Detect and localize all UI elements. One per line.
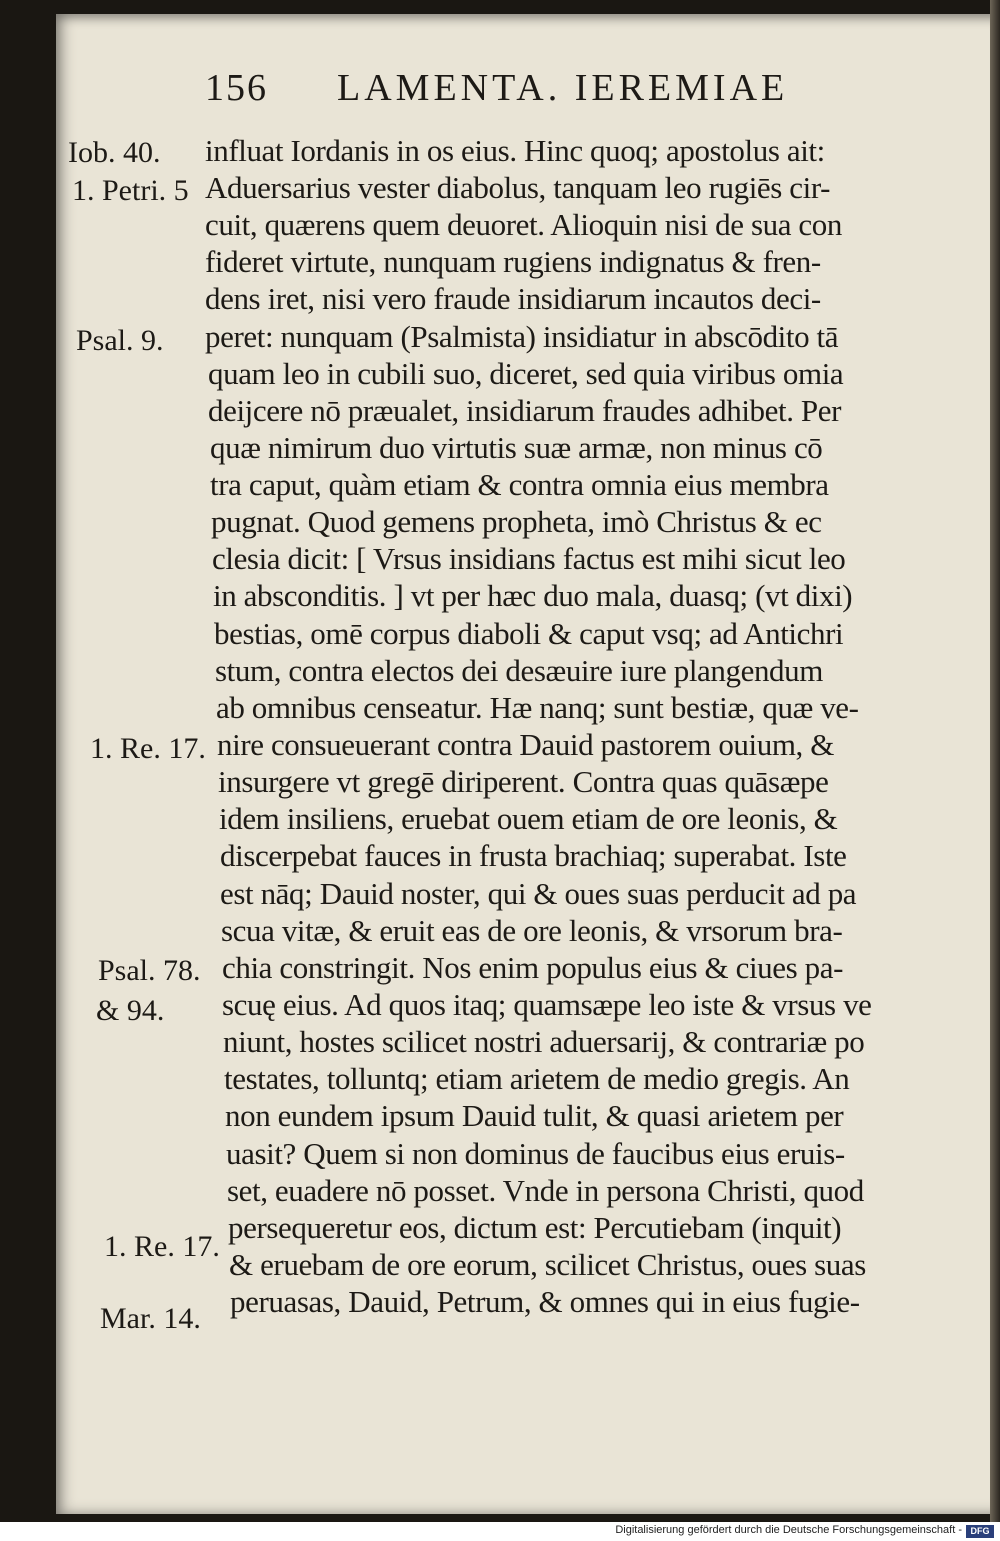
margin-note: Psal. 9. bbox=[76, 324, 164, 357]
digitization-footer bbox=[0, 1522, 1000, 1541]
text-line: ab omnibus censeatur. Hæ nanq; sunt bestiæ, quæ ve- bbox=[216, 690, 859, 725]
margin-note: 1. Petri. 5 bbox=[72, 174, 189, 207]
running-title: LAMENTA. IEREMIAE bbox=[337, 67, 789, 109]
text-line: dens iret, nisi vero fraude insidiarum incautos deci- bbox=[205, 281, 821, 316]
funding-credit: Digitalisierung gefördert durch die Deutsche Forschungsgemeinschaft - bbox=[615, 1524, 962, 1536]
text-line: testates, tolluntq; etiam arietem de medio gregis. An bbox=[224, 1061, 850, 1096]
text-line: clesia dicit: [ Vrsus insidians factus est mihi sicut leo bbox=[212, 541, 846, 576]
text-line: scua vitæ, & eruit eas de ore leonis, & vrsorum bra- bbox=[221, 913, 843, 948]
text-line: est nāq; Dauid noster, qui & oues suas perducit ad pa bbox=[220, 876, 857, 911]
margin-note: Iob. 40. bbox=[68, 136, 161, 169]
margin-note: Mar. 14. bbox=[100, 1302, 201, 1335]
text-line: quam leo in cubili suo, diceret, sed quia viribus omia bbox=[208, 356, 844, 391]
margin-note: 1. Re. 17. bbox=[104, 1230, 220, 1263]
text-line: & eruebam de ore eorum, scilicet Christus, oues suas bbox=[229, 1247, 866, 1282]
text-line: quæ nimirum duo virtutis suæ armæ, non minus cō bbox=[210, 430, 823, 465]
text-line: deijcere nō præualet, insidiarum fraudes adhibet. Per bbox=[208, 393, 842, 428]
text-line: chia constringit. Nos enim populus eius & ciues pa- bbox=[222, 950, 844, 985]
text-line: cuit, quærens quem deuoret. Alioquin nisi de sua con bbox=[205, 207, 842, 242]
text-line: in absconditis. ] vt per hæc duo mala, duasq; (vt dixi) bbox=[213, 578, 853, 613]
text-line: fideret virtute, nunquam rugiens indignatus & fren- bbox=[205, 244, 821, 279]
margin-note: & 94. bbox=[96, 994, 165, 1027]
text-line: tra caput, quàm etiam & contra omnia eius membra bbox=[210, 467, 829, 502]
text-line: bestias, omē corpus diaboli & caput vsq; ad Antichri bbox=[214, 616, 844, 651]
text-line: scuę eius. Ad quos itaq; quamsæpe leo iste & vrsus ve bbox=[222, 987, 872, 1022]
text-line: persequeretur eos, dictum est: Percutiebam (inquit) bbox=[228, 1210, 842, 1245]
text-line: discerpebat fauces in frusta brachiaq; superabat. Iste bbox=[220, 838, 847, 873]
text-line: nire consueuerant contra Dauid pastorem ouium, & bbox=[217, 727, 834, 762]
text-line: set, euadere nō posset. Vnde in persona Christi, quod bbox=[227, 1173, 864, 1208]
page-number: 156 bbox=[205, 67, 268, 109]
text-line: idem insiliens, eruebat ouem etiam de ore leonis, & bbox=[219, 801, 838, 836]
text-line: Aduersarius vester diabolus, tanquam leo rugiēs cir- bbox=[205, 170, 831, 205]
text-line: insurgere vt gregē diriperent. Contra quas quāsæpe bbox=[218, 764, 829, 799]
margin-note: Psal. 78. bbox=[98, 954, 201, 987]
page-edge-shadow bbox=[990, 0, 1000, 1522]
margin-note: 1. Re. 17. bbox=[90, 732, 206, 765]
text-line: uasit? Quem si non dominus de faucibus eius eruis- bbox=[226, 1136, 845, 1171]
text-line: peruasas, Dauid, Petrum, & omnes qui in eius fugie- bbox=[230, 1284, 860, 1319]
text-line: influat Iordanis in os eius. Hinc quoq; apostolus ait: bbox=[205, 133, 825, 168]
text-line: peret: nunquam (Psalmista) insidiatur in abscōdito tā bbox=[205, 319, 839, 354]
text-line: stum, contra electos dei desæuire iure plangendum bbox=[215, 653, 823, 688]
running-header bbox=[205, 66, 825, 114]
text-line: niunt, hostes scilicet nostri aduersarij, & contrariæ po bbox=[223, 1024, 865, 1059]
dfg-logo-icon: DFG bbox=[966, 1525, 994, 1538]
text-line: pugnat. Quod gemens propheta, imò Christus & ec bbox=[211, 504, 822, 539]
text-line: non eundem ipsum Dauid tulit, & quasi arietem per bbox=[225, 1098, 844, 1133]
